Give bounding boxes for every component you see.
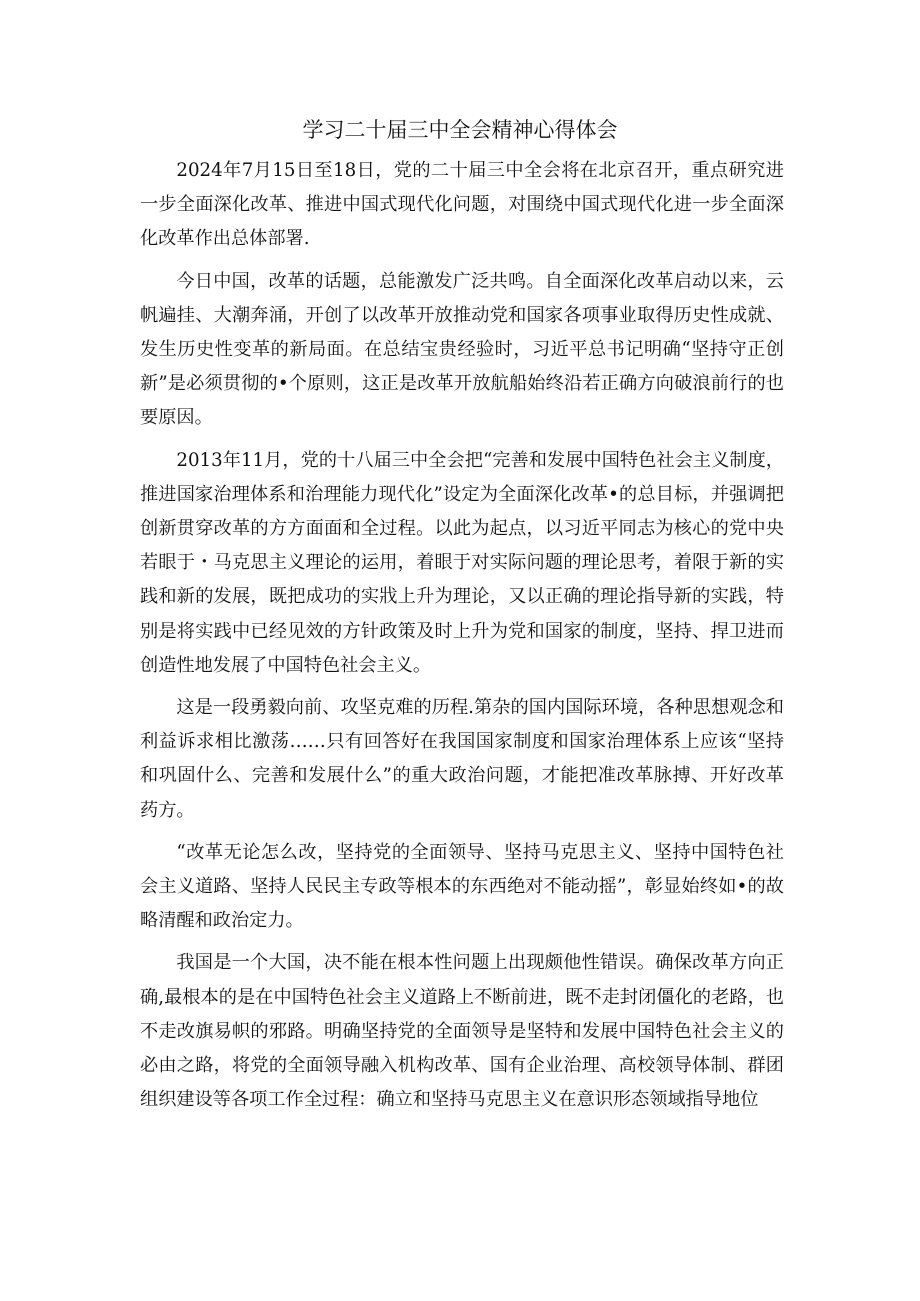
paragraph-4: 这是一段勇毅向前、攻坚克难的历程.第杂的国内国际环境，各种思想观念和利益诉求相比激荡……只有回答好在我国国家制度和国家治理体系上应该“坚持和巩固什么、完善和发展什么”的重大政治问题，才能把准改革脉搏、开好改革药方。 xyxy=(140,697,784,821)
document-body xyxy=(140,154,784,1125)
paragraph-3: 2013年11月，党的十八届三中全会把“完善和发展中国特色社会主义制度，推进国家治理体系和治理能力现代化”设定为全面深化改革•的总目标，并强调把创新贯穿改革的方方面面和全过程。以此为起点，以习近平同志为核心的党中央若眼于・马克思主义理论的运用，着眼于对实际问题的理论思考，着限于新的实践和新的发展，既把成功的实戕上升为理论，又以正确的理论指导新的实践，特别是将实践中已经见效的方针政策及时上升为党和国家的制度，坚持、捍卫进而创造性地发展了中国特色社会主义。 xyxy=(140,449,784,676)
paragraph-5: “改革无论怎么改，坚持党的全面领导、坚持马克思主义、坚持中国特色社会主义道路、坚持人民民主专政等根本的东西绝对不能动摇”，彰显始终如•的故略清醒和政治定力。 xyxy=(140,841,784,932)
paragraph-2: 今日中国，改革的话题，总能激发广泛共鸣。自全面深化改革启动以来，云帆遍挂、大潮奔涌，开创了以改革开放推动党和国家各项事业取得历史性成就、发生历史性变革的新局面。在总结宝贵经验时，习近平总书记明确“坚持守正创新”是必须贯彻的•个原则，这正是改革开放航船始终沿若正确方向破浪前行的也要原因。 xyxy=(140,270,784,429)
paragraph-1: 2024年7月15日至18日，党的二十届三中全会将在北京召开，重点研究进一步全面深化改革、推进中国式现代化问题，对围绕中国式现代化进一步全面深化改革作出总体部署. xyxy=(140,160,784,250)
document-title: 学习二十届三中全会精神心得体会 xyxy=(302,118,618,142)
paragraph-6: 我国是一个大国，决不能在根本性问题上出现颇他性错误。确保改革方向正确,最根本的是在中国特色社会主义道路上不断前进，既不走封闭僵化的老路，也不走改旗易帜的邪路。明确坚持党的全面领导是坚特和发展中国特色社会主义的必由之路，将党的全面领导融入机构改革、国有企业治理、高校领导体制、群团组织建设等各项工作全过程：确立和坚持马克思主义在意识形态领域指导地位 xyxy=(140,952,784,1111)
